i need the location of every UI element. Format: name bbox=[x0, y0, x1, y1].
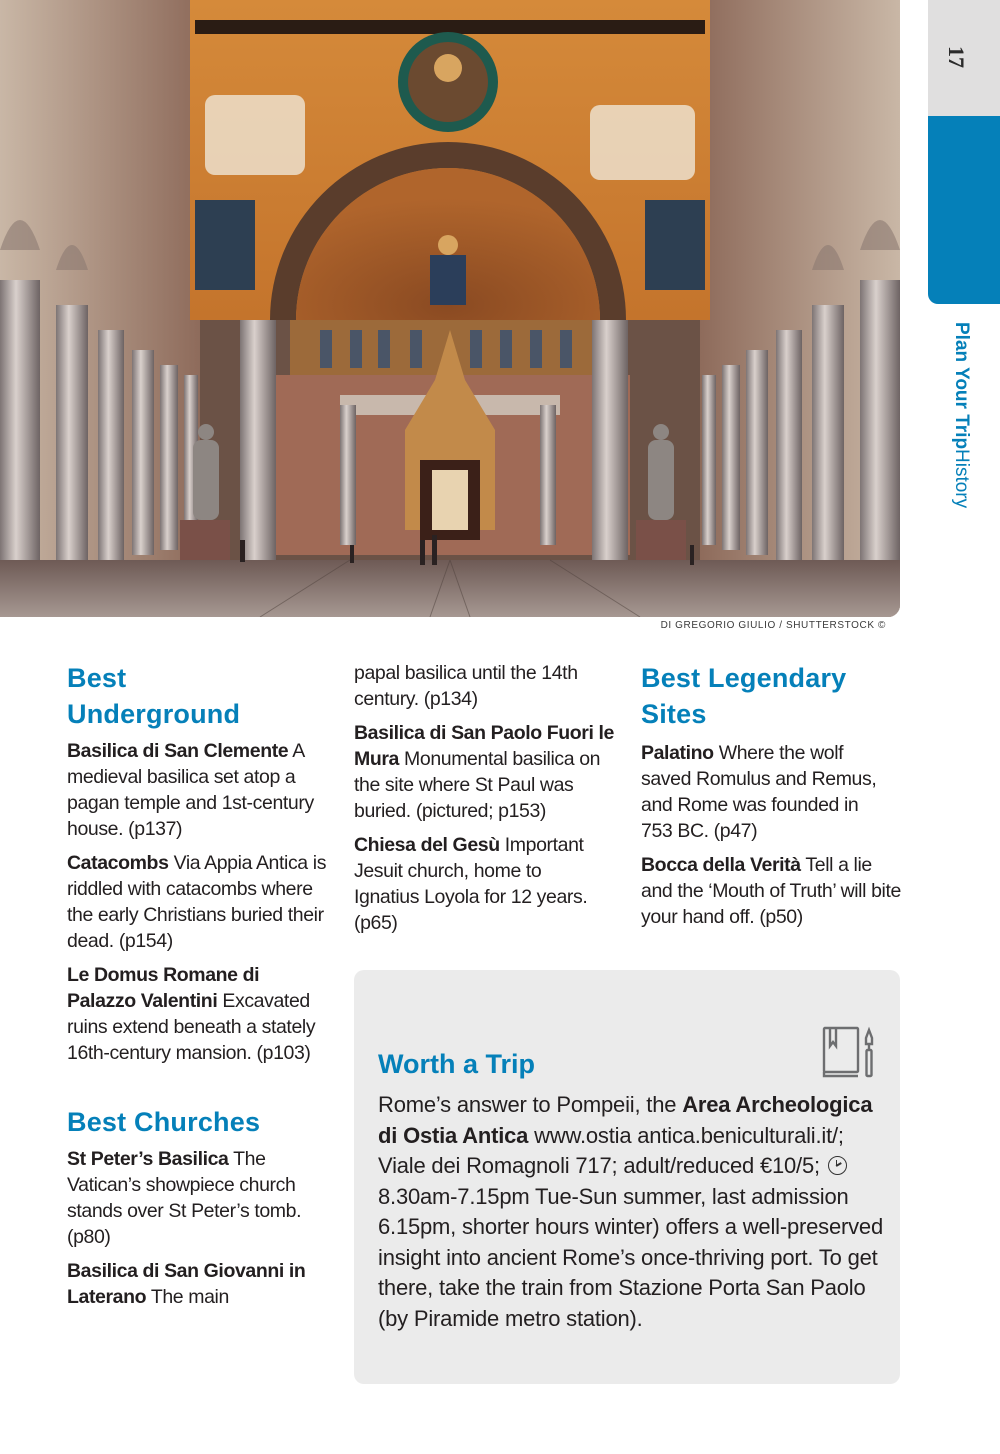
list-item bbox=[67, 850, 342, 954]
clock-icon bbox=[828, 1156, 847, 1175]
list-item bbox=[354, 720, 624, 824]
list-item bbox=[67, 962, 329, 1066]
entry-name: Basilica di San Clemente bbox=[67, 740, 289, 762]
entry-text: Monumental basilica on the site where St Paul was buried. (pictured; p153) bbox=[354, 748, 601, 822]
entry-text: The main bbox=[150, 1286, 229, 1308]
trip-hours: 8.30am-7.15pm Tue-Sun summer, last admission 6.15pm, shorter hours winter) bbox=[378, 1183, 849, 1239]
list-item bbox=[67, 1258, 307, 1310]
list-item bbox=[641, 740, 886, 844]
section-color-tab bbox=[928, 116, 1000, 304]
entry-text: A medieval basilica set atop a pagan temple and 1st-century house. (p137) bbox=[67, 740, 314, 840]
photo-credit: DI GREGORIO GIULIO / SHUTTERSTOCK © bbox=[660, 620, 886, 631]
entry-name: Basilica di San Giovanni in Laterano bbox=[67, 1260, 306, 1308]
list-item bbox=[67, 1146, 342, 1250]
list-item bbox=[67, 738, 342, 842]
entry-text: Tell a lie and the ‘Mouth of Truth’ will bite your hand off. (p50) bbox=[641, 854, 901, 928]
worth-a-trip-title: Worth a Trip bbox=[378, 1049, 536, 1079]
section-running-head bbox=[948, 322, 974, 602]
trip-intro: Rome’s answer to Pompeii, the bbox=[378, 1092, 683, 1117]
heading-best-churches: Best Churches bbox=[67, 1107, 261, 1137]
worth-a-trip-box bbox=[354, 970, 900, 1384]
basilica-illustration bbox=[0, 0, 900, 617]
entry-text: Via Appia Antica is riddled with catacombs where the early Christians buried their dead. (p154) bbox=[67, 852, 327, 952]
entry-text: Important Jesuit church, home to Ignatius Loyola for 12 years. (p65) bbox=[354, 834, 588, 934]
entry-name: Bocca della Verità bbox=[641, 854, 801, 876]
basilica-photo bbox=[0, 0, 900, 617]
list-item-continued: papal basilica until the 14th century. (p134) bbox=[354, 662, 578, 710]
trip-place-name: Area Archeologica di Ostia Antica bbox=[378, 1092, 873, 1148]
entry-name: Chiesa del Gesù bbox=[354, 834, 500, 856]
entry-name: Palatino bbox=[641, 742, 714, 764]
list-item bbox=[641, 852, 906, 930]
column-3 bbox=[641, 660, 906, 930]
book-and-pen-icon bbox=[820, 1022, 880, 1082]
entry-text: Excavated ruins extend beneath a stately 16th-century mansion. (p103) bbox=[67, 990, 316, 1064]
section-title: Plan Your Trip bbox=[951, 322, 972, 450]
entry-text: Where the wolf saved Romulus and Remus, and Rome was founded in 753 BC. (p47) bbox=[641, 742, 877, 842]
entry-name: Le Domus Romane di Palazzo Valentini bbox=[67, 964, 260, 1012]
heading-best-legendary-sites: Best Legendary Sites bbox=[641, 663, 847, 729]
page-number: 17 bbox=[944, 46, 969, 68]
heading-best-underground: Best Underground bbox=[67, 663, 241, 729]
worth-a-trip-body bbox=[378, 1090, 888, 1334]
trip-website-address-price: www.ostia antica.beniculturali.it/; Viale dei Romagnoli 717; adult/reduced €10/5; bbox=[378, 1122, 844, 1178]
entry-text: The Vatican’s showpiece church stands over St Peter’s tomb. (p80) bbox=[67, 1148, 302, 1248]
trip-description: offers a well-preserved insight into ancient Rome’s once-thriving port. To get there, take the train from Stazione Porta San Paolo (by Piramide metro station). bbox=[378, 1214, 883, 1331]
entry-name: St Peter’s Basilica bbox=[67, 1148, 229, 1170]
entry-name: Catacombs bbox=[67, 852, 169, 874]
column-2 bbox=[354, 660, 624, 936]
column-1 bbox=[67, 660, 342, 1310]
subsection-title: History bbox=[951, 449, 972, 509]
entry-name: Basilica di San Paolo Fuori le Mura bbox=[354, 722, 614, 770]
list-item bbox=[354, 832, 609, 936]
